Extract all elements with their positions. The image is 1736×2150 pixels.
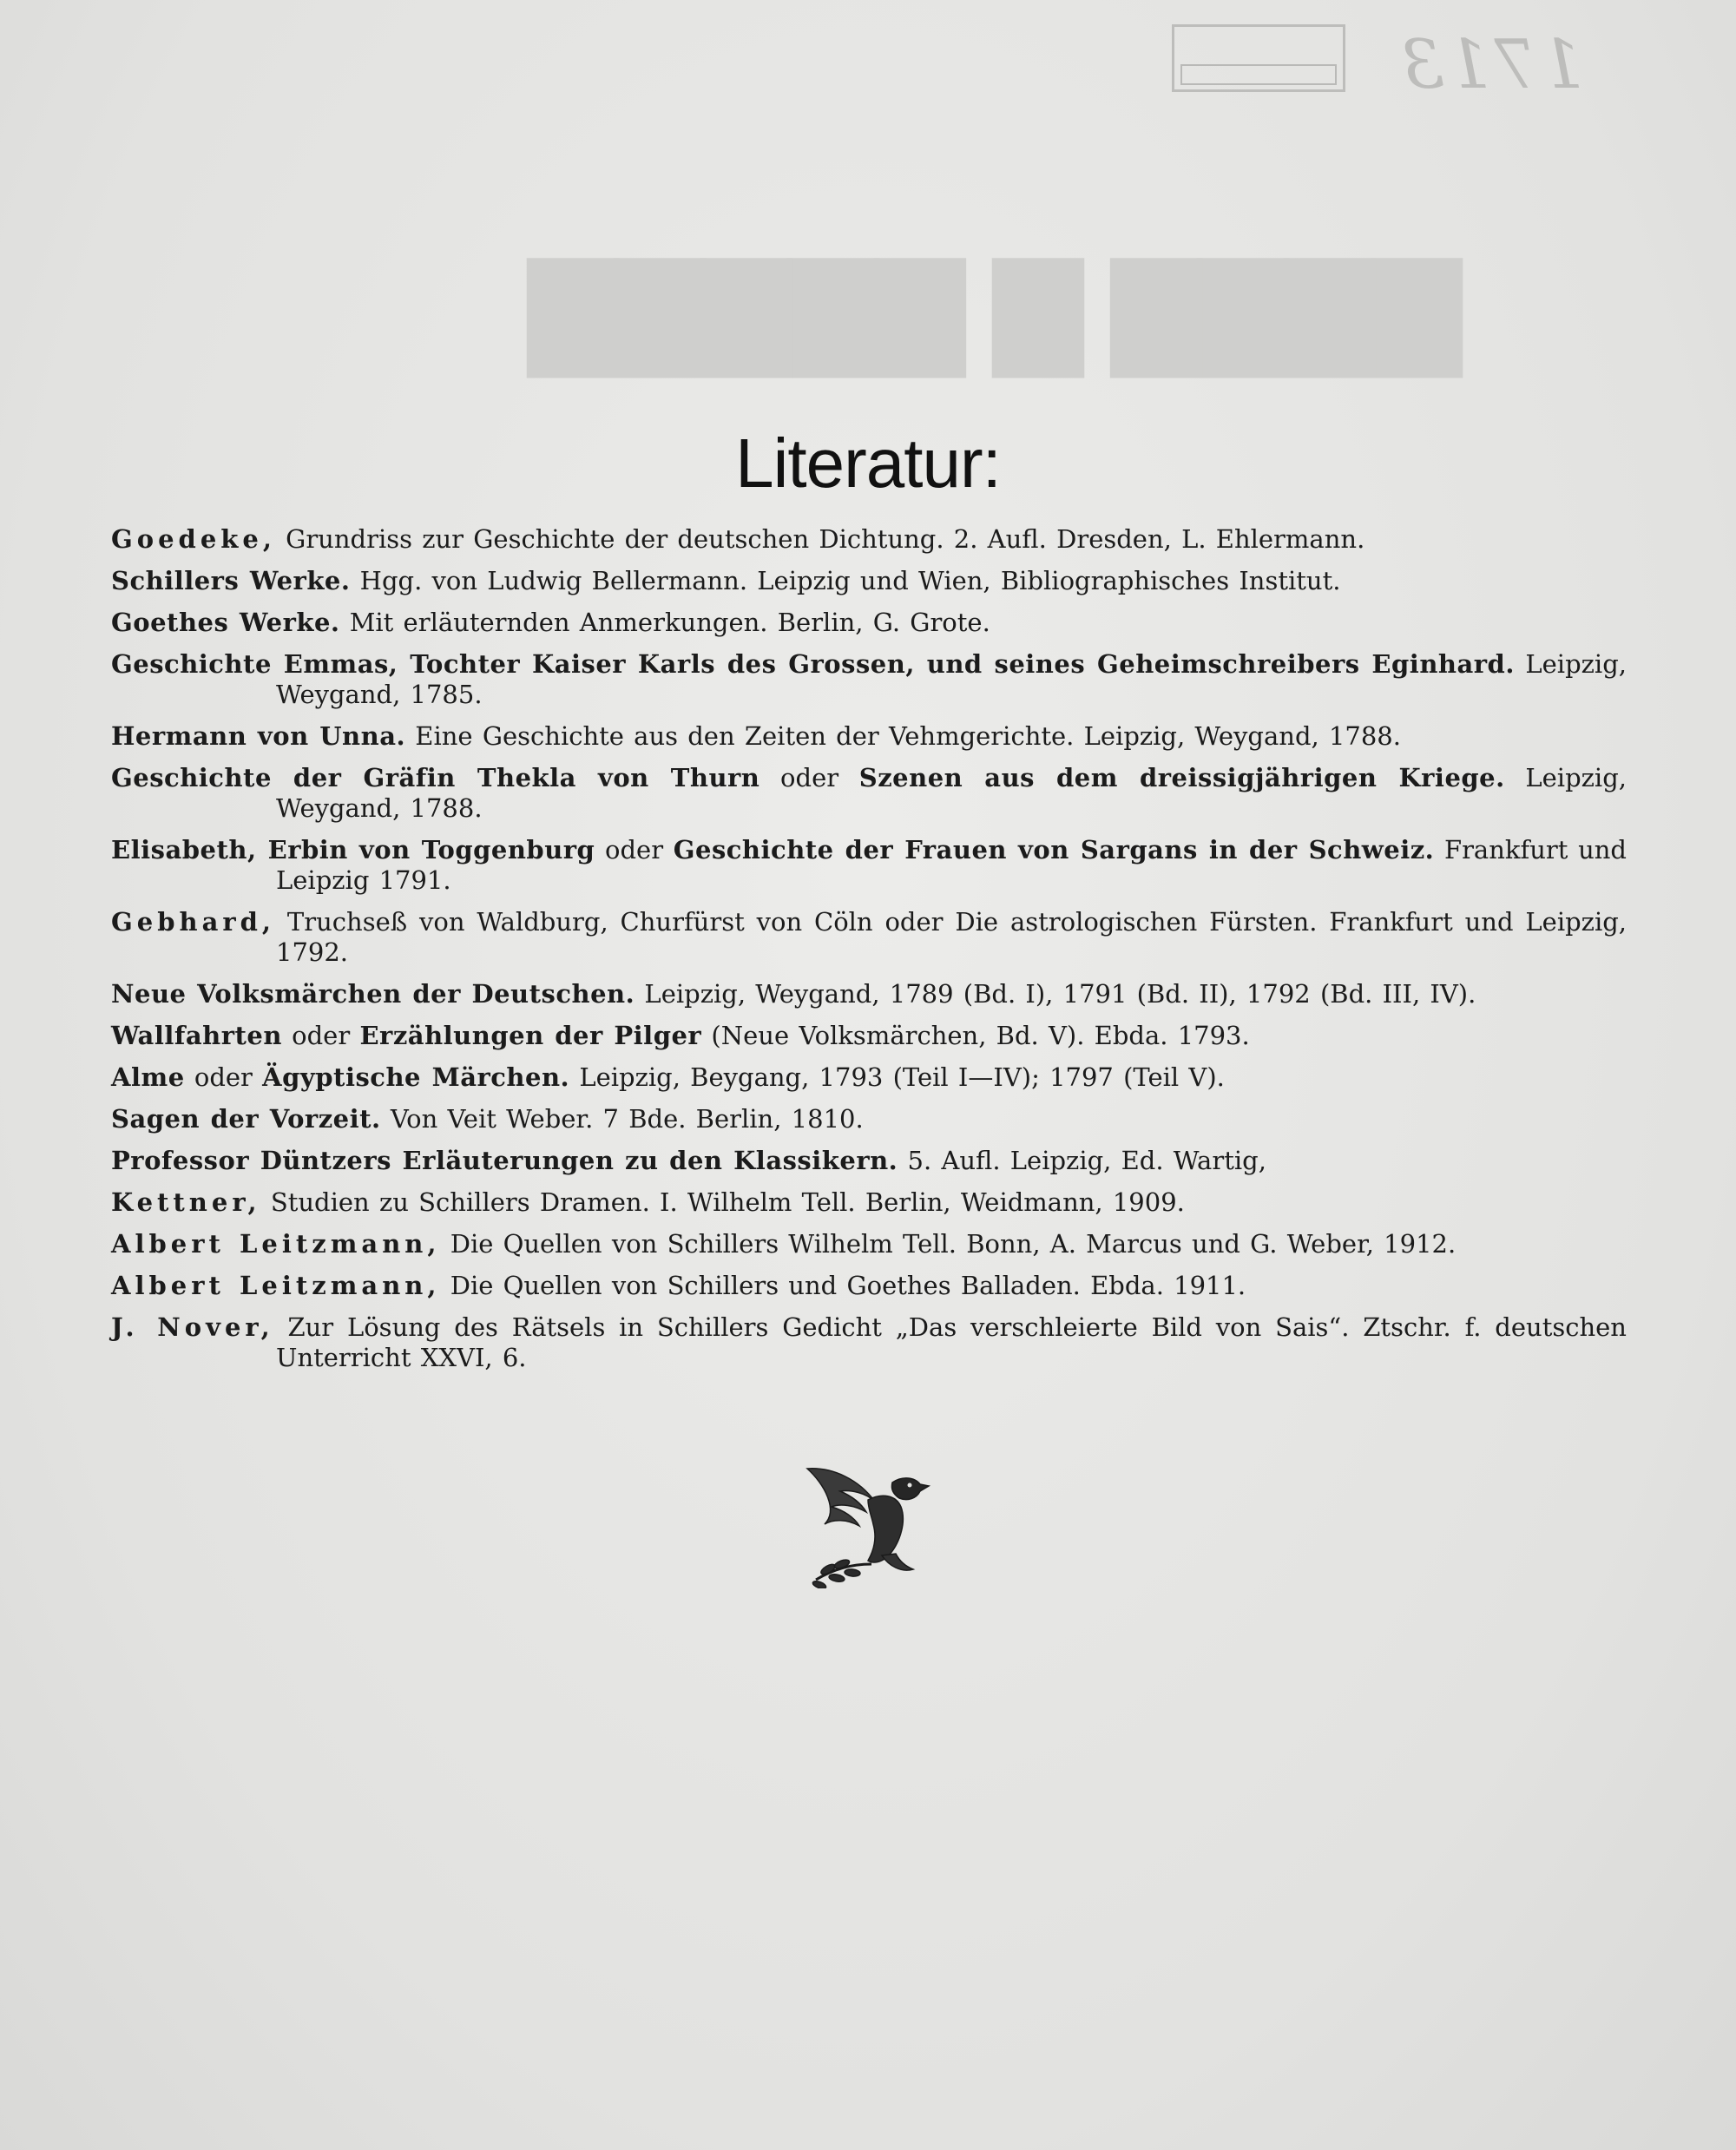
library-stamp-inner [1180,64,1337,85]
bleed-through-decoration: ▇▇▇▇ ▇ ▇▇▇▇▇ [529,246,1460,372]
entry-details: Studien zu Schillers Dramen. I. Wilhelm Tell. Berlin, Weidmann, 1909. [260,1187,1185,1217]
entry-details: Die Quellen von Schillers und Goethes Balladen. Ebda. 1911. [440,1271,1246,1300]
bibliography-entry [111,1229,1627,1259]
entry-details: Mit erläuternden Anmerkungen. Berlin, G. Grote. [339,608,990,637]
entry-author: Schillers Werke. [111,566,351,595]
bibliography-entry [111,1021,1627,1051]
bibliography-entry [111,1312,1627,1373]
entry-details: Eine Geschichte aus den Zeiten der Vehmgerichte. Leipzig, Weygand, 1788. [405,721,1401,751]
catalog-number: 1713 [1397,26,1584,104]
bibliography-entry [111,835,1627,896]
entry-author: Goethes Werke. [111,608,340,637]
bibliography-entry [111,979,1627,1009]
entry-author: Kettner, [111,1187,261,1217]
entry-details: Zur Lösung des Rätsels in Schillers Gedicht „Das verschleierte Bild von Sais“. Ztschr. f. deutschen Unterricht XXVI, 6. [273,1312,1627,1372]
entry-author: J. Nover, [111,1312,274,1342]
entry-author: Professor Düntzers Erläuterungen zu den Klassikern. [111,1146,898,1175]
entry-alt-title: Erzählungen der Pilger [359,1021,702,1050]
entry-author: Sagen der Vorzeit. [111,1104,381,1134]
eagle-emblem-icon [799,1458,937,1588]
entry-author: Hermann von Unna. [111,721,406,751]
entry-details: Die Quellen von Schillers Wilhelm Tell. Bonn, A. Marcus und G. Weber, 1912. [440,1229,1457,1259]
entry-details: Leipzig, Weygand, 1788. [276,763,1627,823]
bibliography-entry [111,1146,1627,1176]
bibliography-entry [111,1062,1627,1093]
bibliography-entry [111,1104,1627,1134]
page-title: Literatur: [735,424,1001,502]
entry-author: Albert Leitzmann, [111,1229,441,1259]
entry-details: (Neue Volksmärchen, Bd. V). Ebda. 1793. [701,1021,1250,1050]
entry-details: Leipzig, Beygang, 1793 (Teil I—IV); 1797 (Teil V). [569,1062,1225,1092]
entry-connector: oder [184,1062,263,1092]
entry-author: Elisabeth, Erbin von Toggenburg [111,835,595,865]
entry-connector: oder [281,1021,360,1050]
entry-details: Grundriss zur Geschichte der deutschen Dichtung. 2. Aufl. Dresden, L. Ehlermann. [275,524,1365,554]
entry-author: Albert Leitzmann, [111,1271,441,1300]
bibliography-entry [111,608,1627,638]
bibliography-list [111,524,1627,1384]
bibliography-entry [111,907,1627,968]
bibliography-entry [111,1187,1627,1218]
entry-author: Geschichte Emmas, Tochter Kaiser Karls des Grossen, und seines Geheimschreibers Eginhard. [111,649,1515,679]
entry-alt-title: Szenen aus dem dreissigjährigen Kriege. [858,763,1505,792]
entry-author: Wallfahrten [111,1021,282,1050]
entry-author: Goedeke, [111,524,276,554]
entry-details: Von Veit Weber. 7 Bde. Berlin, 1810. [380,1104,864,1134]
entry-author: Gebhard, [111,907,276,937]
entry-author: Alme [111,1062,185,1092]
entry-details: Leipzig, Weygand, 1789 (Bd. I), 1791 (Bd. II), 1792 (Bd. III, IV). [635,979,1476,1009]
entry-details: Truchseß von Waldburg, Churfürst von Cöln oder Die astrologischen Fürsten. Frankfurt und Leipzig, 1792. [275,907,1627,967]
bibliography-entry [111,1271,1627,1301]
entry-details: Hgg. von Ludwig Bellermann. Leipzig und Wien, Bibliographisches Institut. [350,566,1341,595]
entry-details: Frankfurt und Leipzig 1791. [276,835,1627,895]
bibliography-entry [111,721,1627,752]
bibliography-entry [111,524,1627,555]
entry-connector: oder [595,835,674,865]
entry-details: Leipzig, Weygand, 1785. [276,649,1627,709]
entry-author: Geschichte der Gräfin Thekla von Thurn [111,763,760,792]
bibliography-entry [111,566,1627,596]
bibliography-entry [111,763,1627,824]
entry-connector: oder [760,763,859,792]
entry-alt-title: Ägyptische Märchen. [262,1062,570,1092]
bibliography-entry [111,649,1627,710]
entry-alt-title: Geschichte der Frauen von Sargans in der Schweiz. [673,835,1435,865]
entry-details: 5. Aufl. Leipzig, Ed. Wartig, [898,1146,1266,1175]
entry-author: Neue Volksmärchen der Deutschen. [111,979,635,1009]
